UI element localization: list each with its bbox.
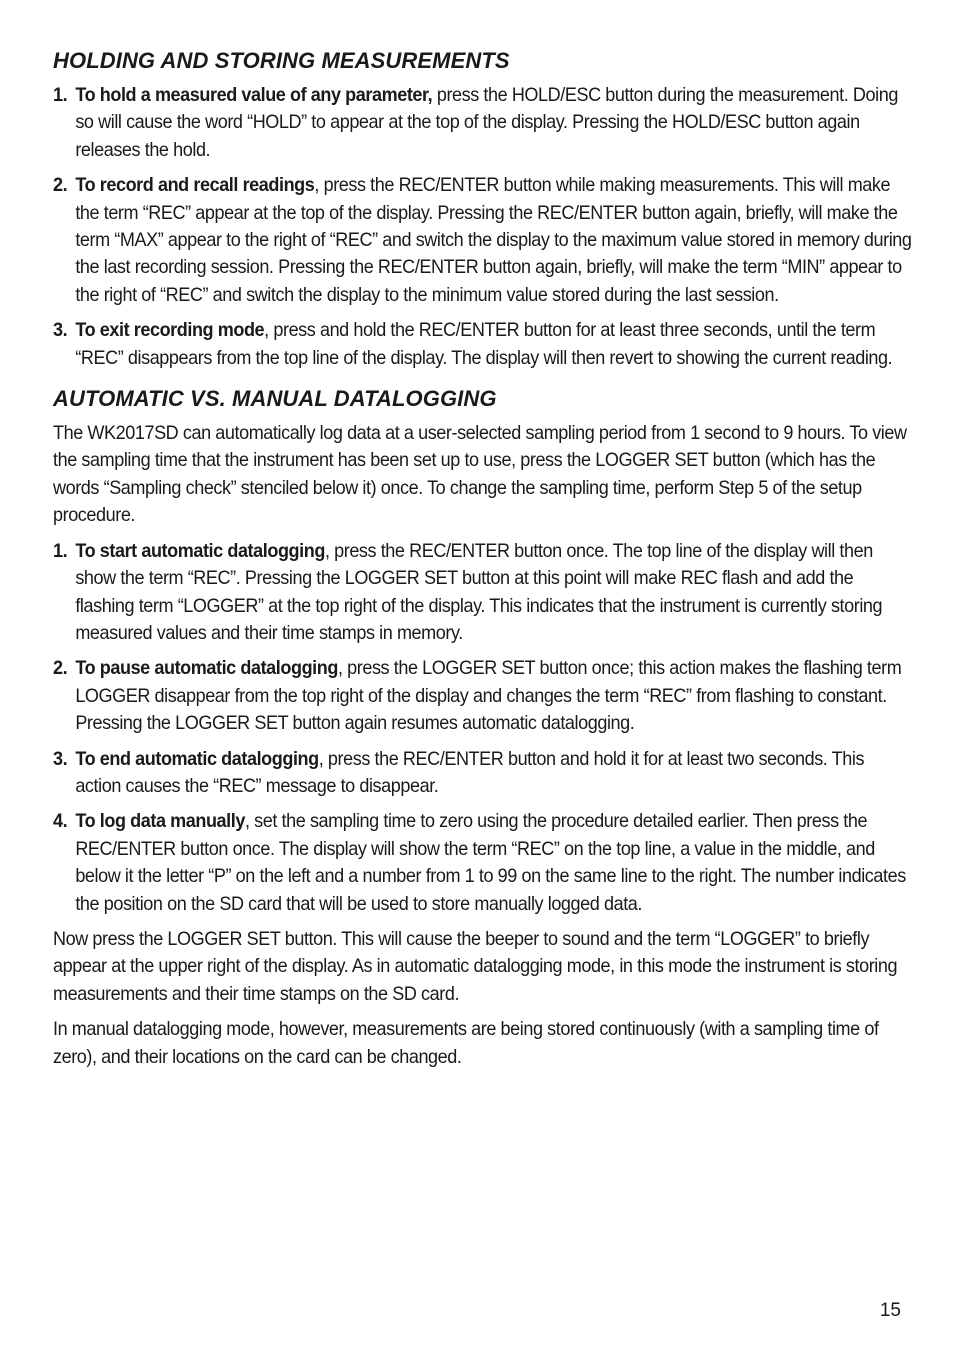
list-item <box>53 746 913 801</box>
step-lead: To start automatic datalogging <box>75 539 325 562</box>
step-number: 1. <box>53 84 68 106</box>
list-item <box>53 538 913 648</box>
list-item <box>53 172 913 309</box>
step-text: , set the sampling time to zero using the procedure detailed earlier. Then press the REC/ENTER button once. The display will show the term “REC” on the top line, a value in the middle, and below it the letter “P” on the left and a number from 1 to 99 on the same line to the right. The number indicates the position on the SD card that will be used to store manually logged data. <box>75 810 906 915</box>
logger-set-paragraph: Now press the LOGGER SET button. This will cause the beeper to sound and the term “LOGGER” to briefly appear at the upper right of the display. As in automatic datalogging mode, in this mode the instrument is storing measurements and their time stamps on the SD card. <box>53 927 898 1005</box>
step-number: 3. <box>53 319 68 342</box>
step-text: , press the REC/ENTER button and hold it for at least two seconds. This action causes the “REC” message to disappear. <box>75 747 865 797</box>
list-item <box>53 808 913 918</box>
holding-steps-list <box>53 82 913 372</box>
intro-paragraph: The WK2017SD can automatically log data at a user-selected sampling period from 1 second to 9 hours. To view the sampling time that the instrument has been set up to use, press the LOGGER SET button (which has the words “Sampling check” stenciled below it) once. To change the sampling time, perform Step 5 of the setup procedure. <box>53 422 907 527</box>
section-body-holding-storing <box>53 82 913 372</box>
step-lead: To hold a measured value of any parameter, <box>75 84 433 106</box>
page-number: 15 <box>879 1300 901 1321</box>
section-body-datalogging <box>53 420 913 1071</box>
step-text: , press and hold the REC/ENTER button for at least three seconds, until the term “REC” disappears from the top line of the display. The display will then revert to showing the current reading. <box>75 319 893 369</box>
section-heading-datalogging: AUTOMATIC VS. MANUAL DATALOGGING <box>53 386 497 412</box>
step-lead: To log data manually <box>75 810 245 833</box>
step-number: 1. <box>53 539 68 562</box>
step-text: , press the REC/ENTER button once. The top line of the display will then show the term “REC”. Pressing the LOGGER SET button at this point will make REC flash and add the flashing term “LOGGER” at the top right of the display. This indicates that the instrument is currently storing measured values and their time stamps in memory. <box>75 539 883 644</box>
step-number: 3. <box>53 747 68 770</box>
step-text: press the HOLD/ESC button during the measurement. Doing so will cause the word “HOLD” to appear at the top of the display. Pressing the HOLD/ESC button again releases the hold. <box>75 84 898 161</box>
step-lead: To record and recall readings <box>75 174 315 197</box>
list-item <box>53 655 913 737</box>
section-heading-holding-storing: HOLDING AND STORING MEASUREMENTS <box>53 48 510 73</box>
datalogging-steps-list <box>53 538 913 918</box>
step-text: , press the REC/ENTER button while making measurements. This will make the term “REC” appear at the top of the display. Pressing the REC/ENTER button again, briefly, will make the term “MAX” appear to the right of “REC” and switch the display to the maximum value stored in memory during the last recording session. Pressing the REC/ENTER button again, briefly, will make the term “MIN” appear to the right of “REC” and switch the display to the minimum value stored during the last session. <box>75 174 912 306</box>
manual-page <box>53 46 913 1079</box>
step-number: 4. <box>53 810 68 833</box>
step-number: 2. <box>53 657 68 680</box>
step-lead: To end automatic datalogging <box>75 747 319 770</box>
list-item <box>53 82 913 164</box>
step-text: , press the LOGGER SET button once; this action makes the flashing term LOGGER disappear from the top right of the display and changes the term “REC” from flashing to constant. Pressing the LOGGER SET button again resumes automatic datalogging. <box>75 657 902 735</box>
step-lead: To pause automatic datalogging <box>75 657 338 680</box>
step-number: 2. <box>53 174 68 197</box>
step-lead: To exit recording mode <box>75 319 265 342</box>
list-item <box>53 317 913 372</box>
manual-mode-paragraph: In manual datalogging mode, however, measurements are being stored continuously (with a sampling time of zero), and their locations on the card can be changed. <box>53 1018 879 1068</box>
